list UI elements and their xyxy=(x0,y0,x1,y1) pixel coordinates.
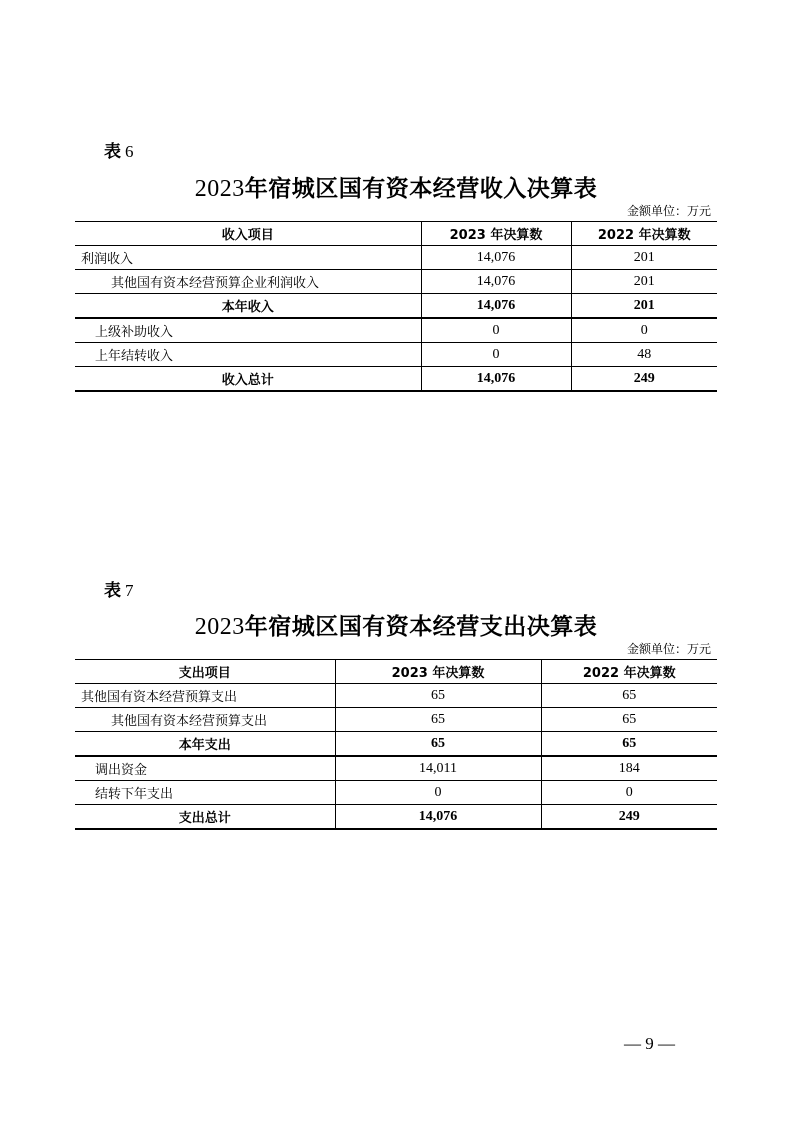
row-name: 结转下年支出 xyxy=(75,781,335,805)
row-value-2023: 65 xyxy=(335,684,541,708)
row-name: 其他国有资本经营预算支出 xyxy=(75,708,335,732)
row-name: 其他国有资本经营预算企业利润收入 xyxy=(75,270,421,294)
table-row xyxy=(75,343,717,367)
row-value-2023: 14,076 xyxy=(421,294,571,319)
table-row xyxy=(75,318,717,343)
row-value-2022: 249 xyxy=(541,805,717,830)
row-name: 支出总计 xyxy=(75,805,335,830)
row-value-2023: 0 xyxy=(421,343,571,367)
col-header-2022: 2022 年决算数 xyxy=(571,222,717,246)
row-value-2022: 201 xyxy=(571,246,717,270)
page-number: — 9 — xyxy=(624,1034,675,1053)
col-header-item: 支出项目 xyxy=(75,660,335,684)
table-row xyxy=(75,781,717,805)
row-name: 利润收入 xyxy=(75,246,421,270)
col-header-2023: 2023 年决算数 xyxy=(421,222,571,246)
table-row xyxy=(75,684,717,708)
table-row xyxy=(75,756,717,781)
table-header-row xyxy=(75,222,717,246)
row-name: 上年结转收入 xyxy=(75,343,421,367)
col-header-2022: 2022 年决算数 xyxy=(541,660,717,684)
table-row xyxy=(75,270,717,294)
table6-label: 表 6 xyxy=(104,142,134,162)
row-value-2022: 0 xyxy=(541,781,717,805)
row-name: 本年收入 xyxy=(75,294,421,319)
table-row xyxy=(75,246,717,270)
row-value-2023: 14,076 xyxy=(335,805,541,830)
row-value-2022: 184 xyxy=(541,756,717,781)
row-value-2023: 14,011 xyxy=(335,756,541,781)
row-value-2023: 65 xyxy=(335,732,541,757)
col-header-item: 收入项目 xyxy=(75,222,421,246)
row-value-2023: 14,076 xyxy=(421,270,571,294)
row-value-2022: 48 xyxy=(571,343,717,367)
row-name: 上级补助收入 xyxy=(75,318,421,343)
table6-title: 2023年宿城区国有资本经营收入决算表 xyxy=(194,176,598,202)
row-name: 调出资金 xyxy=(75,756,335,781)
row-value-2022: 249 xyxy=(571,367,717,392)
expenditure-table xyxy=(75,659,717,830)
row-value-2022: 201 xyxy=(571,294,717,319)
table7-title: 2023年宿城区国有资本经营支出决算表 xyxy=(194,614,598,640)
total-row xyxy=(75,367,717,392)
total-row xyxy=(75,805,717,830)
subtotal-row xyxy=(75,732,717,757)
subtotal-row xyxy=(75,294,717,319)
col-header-2023: 2023 年决算数 xyxy=(335,660,541,684)
income-table xyxy=(75,221,717,392)
table7-unit: 金额单位：万元 xyxy=(626,642,711,656)
table-row xyxy=(75,708,717,732)
row-value-2023: 65 xyxy=(335,708,541,732)
row-value-2022: 0 xyxy=(571,318,717,343)
row-value-2022: 65 xyxy=(541,708,717,732)
row-value-2023: 0 xyxy=(335,781,541,805)
row-value-2023: 0 xyxy=(421,318,571,343)
row-value-2023: 14,076 xyxy=(421,367,571,392)
table7-label: 表 7 xyxy=(104,581,134,601)
row-name: 其他国有资本经营预算支出 xyxy=(75,684,335,708)
row-name: 本年支出 xyxy=(75,732,335,757)
row-value-2022: 65 xyxy=(541,684,717,708)
table-header-row xyxy=(75,660,717,684)
row-name: 收入总计 xyxy=(75,367,421,392)
row-value-2022: 201 xyxy=(571,270,717,294)
row-value-2022: 65 xyxy=(541,732,717,757)
table6-unit: 金额单位：万元 xyxy=(626,204,711,218)
row-value-2023: 14,076 xyxy=(421,246,571,270)
